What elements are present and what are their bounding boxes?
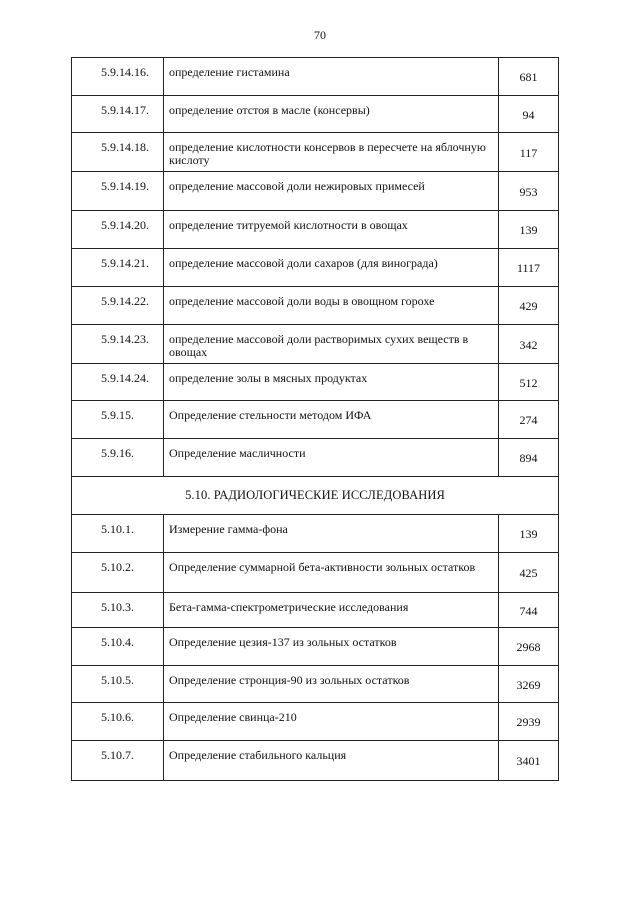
item-price: 274 bbox=[499, 401, 559, 439]
item-code: 5.10.4. bbox=[72, 628, 164, 666]
item-name: Определение стабильного кальция bbox=[164, 741, 499, 781]
item-price: 425 bbox=[499, 553, 559, 593]
item-price: 94 bbox=[499, 96, 559, 133]
item-price: 342 bbox=[499, 325, 559, 364]
item-price: 139 bbox=[499, 515, 559, 553]
item-name: определение кислотности консервов в пересчете на яблочную кислоту bbox=[164, 133, 499, 172]
item-code: 5.10.6. bbox=[72, 703, 164, 741]
item-price: 3269 bbox=[499, 666, 559, 703]
table-row bbox=[72, 96, 559, 133]
table-row bbox=[72, 553, 559, 593]
item-code: 5.9.14.23. bbox=[72, 325, 164, 364]
item-name: Определение стронция-90 из зольных остатков bbox=[164, 666, 499, 703]
item-name: Определение суммарной бета-активности зольных остатков bbox=[164, 553, 499, 593]
item-name: Определение цезия-137 из зольных остатков bbox=[164, 628, 499, 666]
item-price: 429 bbox=[499, 287, 559, 325]
item-code: 5.10.5. bbox=[72, 666, 164, 703]
item-price: 117 bbox=[499, 133, 559, 172]
item-price: 1117 bbox=[499, 249, 559, 287]
item-name: определение массовой доли сахаров (для винограда) bbox=[164, 249, 499, 287]
item-code: 5.9.15. bbox=[72, 401, 164, 439]
item-code: 5.9.14.21. bbox=[72, 249, 164, 287]
table-row bbox=[72, 703, 559, 741]
item-name: определение массовой доли растворимых сухих веществ в овощах bbox=[164, 325, 499, 364]
item-name: определение гистамина bbox=[164, 58, 499, 96]
table-row bbox=[72, 741, 559, 781]
page-number: 70 bbox=[314, 28, 326, 42]
item-name: Определение масличности bbox=[164, 439, 499, 477]
item-price: 2939 bbox=[499, 703, 559, 741]
table-row bbox=[72, 628, 559, 666]
table-row bbox=[72, 325, 559, 364]
item-code: 5.9.14.16. bbox=[72, 58, 164, 96]
table-row bbox=[72, 249, 559, 287]
item-code: 5.10.3. bbox=[72, 593, 164, 628]
item-code: 5.9.14.18. bbox=[72, 133, 164, 172]
table-row bbox=[72, 58, 559, 96]
item-code: 5.9.14.24. bbox=[72, 364, 164, 401]
item-code: 5.10.2. bbox=[72, 553, 164, 593]
table-row bbox=[72, 515, 559, 553]
item-name: определение массовой доли воды в овощном горохе bbox=[164, 287, 499, 325]
item-price: 512 bbox=[499, 364, 559, 401]
item-price: 894 bbox=[499, 439, 559, 477]
item-name: Определение свинца-210 bbox=[164, 703, 499, 741]
item-code: 5.9.14.19. bbox=[72, 172, 164, 211]
item-name: Измерение гамма-фона bbox=[164, 515, 499, 553]
item-code: 5.9.14.20. bbox=[72, 211, 164, 249]
item-name: определение титруемой кислотности в овощах bbox=[164, 211, 499, 249]
item-name: определение отстоя в масле (консервы) bbox=[164, 96, 499, 133]
item-name: Определение стельности методом ИФА bbox=[164, 401, 499, 439]
price-table bbox=[71, 57, 559, 781]
item-code: 5.9.16. bbox=[72, 439, 164, 477]
item-code: 5.9.14.17. bbox=[72, 96, 164, 133]
item-price: 681 bbox=[499, 58, 559, 96]
table-row bbox=[72, 401, 559, 439]
section-header-row bbox=[72, 477, 559, 515]
table-row bbox=[72, 439, 559, 477]
item-name: Бета-гамма-спектрометрические исследования bbox=[164, 593, 499, 628]
table-row bbox=[72, 364, 559, 401]
table-row bbox=[72, 211, 559, 249]
item-code: 5.10.7. bbox=[72, 741, 164, 781]
item-price: 2968 bbox=[499, 628, 559, 666]
item-code: 5.10.1. bbox=[72, 515, 164, 553]
item-price: 953 bbox=[499, 172, 559, 211]
item-price: 139 bbox=[499, 211, 559, 249]
table-row bbox=[72, 133, 559, 172]
section-title: 5.10. РАДИОЛОГИЧЕСКИЕ ИССЛЕДОВАНИЯ bbox=[72, 477, 559, 515]
item-price: 744 bbox=[499, 593, 559, 628]
item-code: 5.9.14.22. bbox=[72, 287, 164, 325]
item-price: 3401 bbox=[499, 741, 559, 781]
table-row bbox=[72, 666, 559, 703]
table-row bbox=[72, 287, 559, 325]
item-name: определение золы в мясных продуктах bbox=[164, 364, 499, 401]
table-row bbox=[72, 593, 559, 628]
table-row bbox=[72, 172, 559, 211]
item-name: определение массовой доли нежировых примесей bbox=[164, 172, 499, 211]
